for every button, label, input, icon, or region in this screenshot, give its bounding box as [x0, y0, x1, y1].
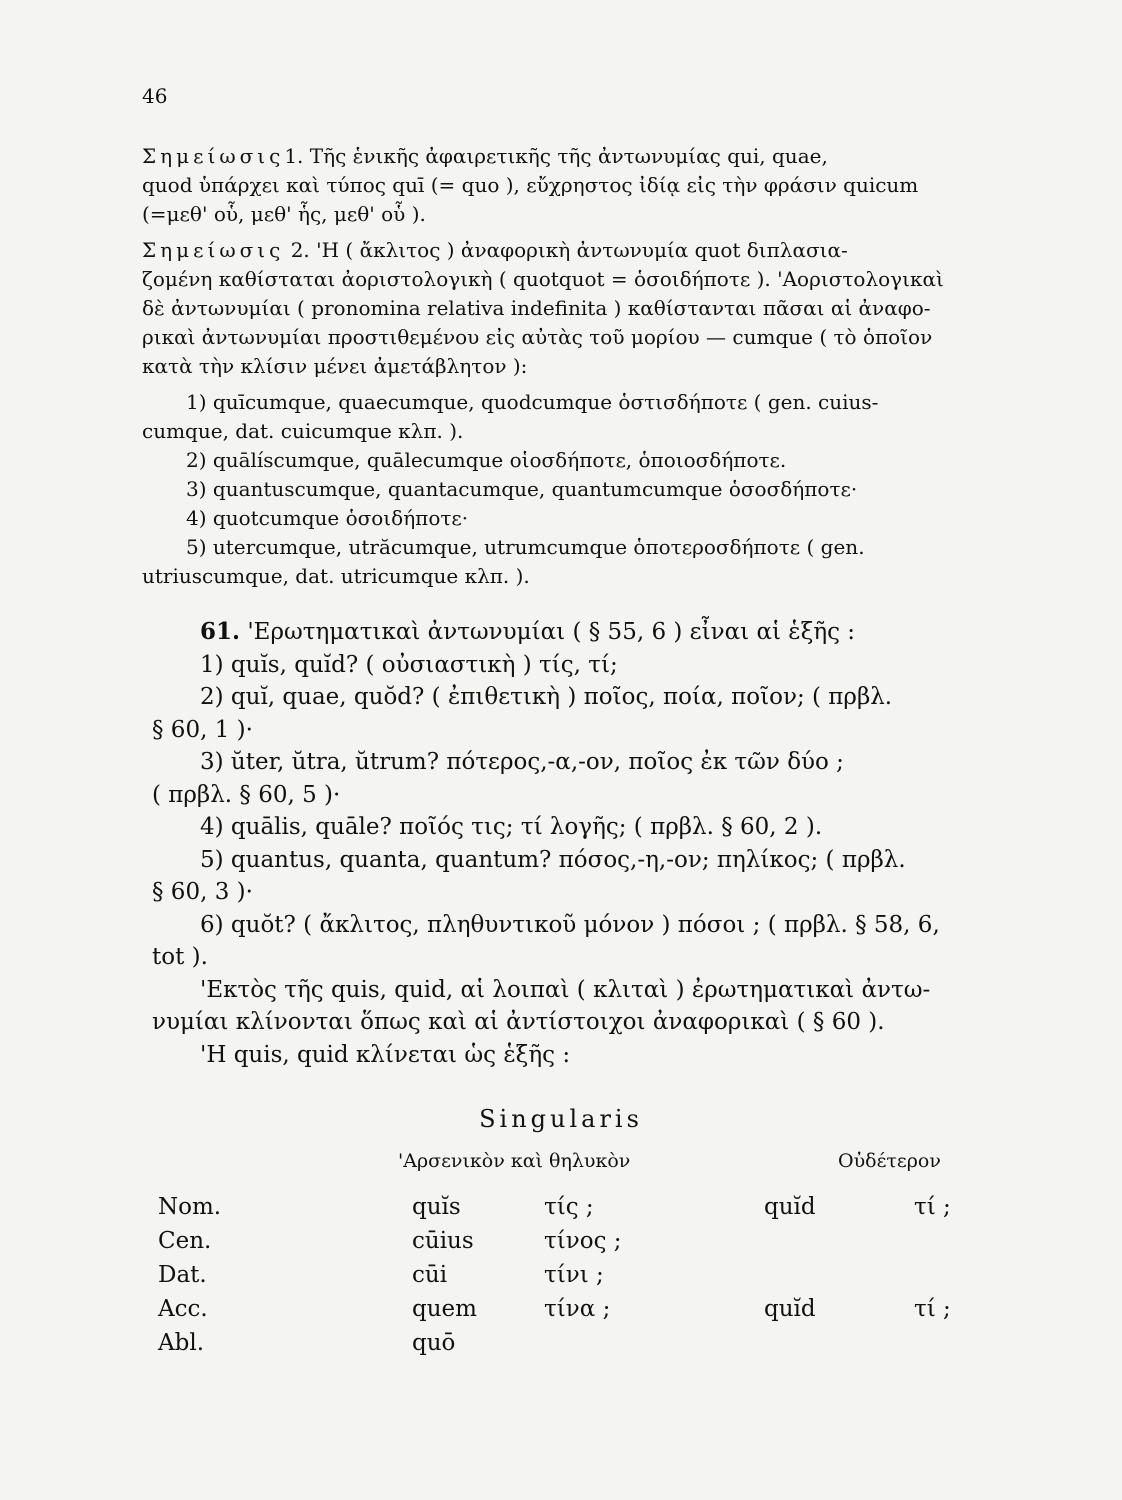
latin-cell: cūius — [412, 1228, 474, 1254]
list-item: 1) quīcumque, quaecumque, quodcumque ὁστισδήποτε ( gen. cuius- — [186, 390, 879, 414]
indefinite-pronoun-list — [142, 388, 1032, 591]
list-item: 3) quantuscumque, quantacumque, quantumcumque ὁσοσδήποτε· — [186, 477, 858, 501]
neuter-latin-cell: quĭd — [764, 1296, 816, 1322]
section-line: 5) quantus, quanta, quantum? πόσος,-η,-ον; πηλίκος; ( πρβλ. — [200, 846, 906, 873]
table-row — [158, 1190, 994, 1224]
section-line: νυμίαι κλίνονται ὅπως καὶ αἱ ἀντίστοιχοι ἀναφορικαὶ ( § 60 ). — [152, 1009, 885, 1035]
latin-cell: quō — [412, 1330, 456, 1356]
greek-cell: τίνι ; — [544, 1262, 604, 1288]
section-line: 1) quĭs, quĭd? ( οὐσιαστικὴ ) τίς, τί; — [200, 651, 618, 678]
note-2-line — [142, 236, 1032, 265]
greek-cell — [544, 1326, 764, 1360]
list-item: 4) quotcumque ὁσοιδήποτε· — [186, 506, 469, 530]
neuter-greek-cell — [914, 1326, 994, 1360]
table-row — [158, 1326, 994, 1360]
note-1-line — [142, 142, 1032, 171]
note-text: 1. Τῆς ἑνικῆς ἀφαιρετικῆς τῆς ἀντωνυμίας qui, quae, — [284, 144, 828, 168]
greek-cell: τίνος ; — [544, 1228, 622, 1254]
note-2-line: ζομένη καθίσταται ἀοριστολογικὴ ( quotquot = ὁσοιδήποτε ). 'Αοριστολογικαὶ — [142, 267, 944, 291]
declension-heading: Singularis — [479, 1105, 643, 1133]
declension-table — [158, 1190, 994, 1360]
neuter-latin-cell — [764, 1224, 914, 1258]
neuter-latin-cell — [764, 1326, 914, 1360]
note-text: 2. 'Η ( ἄκλιτος ) ἀναφορικὴ ἀντωνυμία quot διπλασια- — [290, 238, 848, 262]
neuter-latin-cell: quĭd — [764, 1194, 816, 1220]
table-row — [158, 1258, 994, 1292]
note-1 — [142, 142, 1032, 229]
note-1-line: quod ὑπάρχει καὶ τύπος quī (= quo ), εὔχρηστος ἰδίᾳ εἰς τὴν φράσιν quicum — [142, 173, 919, 197]
page-number: 46 — [142, 84, 168, 108]
greek-cell: τίνα ; — [544, 1296, 611, 1322]
section-line: 'Η quis, quid κλίνεται ὡς ἑξῆς : — [200, 1041, 571, 1068]
neuter-greek-cell: τί ; — [914, 1194, 951, 1220]
section-line: tot ). — [152, 944, 208, 970]
neuter-greek-cell: τί ; — [914, 1296, 951, 1322]
list-item: 5) utercumque, utrăcumque, utrumcumque ὁποτεροσδήποτε ( gen. — [186, 535, 865, 559]
section-number: 61. — [200, 618, 241, 645]
case-cell: Dat. — [158, 1262, 207, 1288]
note-1-line: (=μεθ' οὗ, μεθ' ἧς, μεθ' οὗ ). — [142, 202, 426, 226]
case-cell: Abl. — [158, 1330, 204, 1356]
case-cell: Nom. — [158, 1194, 222, 1220]
section-line: 4) quālis, quāle? ποῖός τις; τί λογῆς; ( πρβλ. § 60, 2 ). — [200, 814, 823, 840]
table-row — [158, 1224, 994, 1258]
case-cell: Acc. — [158, 1296, 208, 1322]
latin-cell: quĭs — [412, 1194, 461, 1220]
neuter-latin-cell — [764, 1258, 914, 1292]
section-line: ( πρβλ. § 60, 5 )· — [152, 781, 341, 808]
section-line: 6) quŏt? ( ἄκλιτος, πληθυντικοῦ μόνον ) πόσοι ; ( πρβλ. § 58, 6, — [200, 911, 940, 938]
note-label: Σημείωσις — [142, 238, 285, 262]
greek-cell: τίς ; — [544, 1194, 594, 1220]
list-item-continuation: utriuscumque, dat. utricumque κλπ. ). — [142, 564, 530, 588]
latin-cell: quem — [412, 1296, 477, 1322]
note-label: Σημείωσις — [142, 144, 285, 168]
list-item-continuation: cumque, dat. cuicumque κλπ. ). — [142, 419, 464, 443]
column-heading-neuter: Οὐδέτερον — [838, 1150, 941, 1172]
section-line: § 60, 1 )· — [152, 716, 253, 743]
neuter-greek-cell — [914, 1258, 994, 1292]
note-2 — [142, 236, 1032, 381]
table-row — [158, 1292, 994, 1326]
section-61 — [152, 616, 1042, 1071]
list-item: 2) quālíscumque, quālecumque οἱοσδήποτε, ὁποιοσδήποτε. — [186, 448, 787, 472]
section-line: 'Εκτὸς τῆς quis, quid, αἱ λοιπαὶ ( κλιταὶ ) ἐρωτηματικαὶ ἀντω- — [200, 976, 931, 1003]
column-heading-masc-fem: 'Αρσενικὸν καὶ θηλυκὸν — [398, 1150, 631, 1172]
section-title: 'Ερωτηματικαὶ ἀντωνυμίαι ( § 55, 6 ) εἶναι αἱ ἑξῆς : — [240, 619, 856, 645]
section-line: 2) quĭ, quae, quŏd? ( ἐπιθετικὴ ) ποῖος, ποία, ποῖον; ( πρβλ. — [200, 684, 893, 710]
case-cell: Cen. — [158, 1228, 212, 1254]
note-2-line: ρικαὶ ἀντωνυμίαι προστιθεμένου εἰς αὐτὰς τοῦ μορίου — cumque ( τὸ ὁποῖον — [142, 325, 933, 349]
latin-cell: cūi — [412, 1262, 448, 1288]
section-line: 3) ŭter, ŭtra, ŭtrum? πότερος,-α,-ον, ποῖος ἐκ τῶν δύο ; — [200, 749, 844, 775]
section-line: § 60, 3 )· — [152, 879, 253, 905]
neuter-greek-cell — [914, 1224, 994, 1258]
section-heading-line — [152, 616, 1042, 649]
note-2-line: κατὰ τὴν κλίσιν μένει ἀμετάβλητον ): — [142, 354, 528, 378]
note-2-line: δὲ ἀντωνυμίαι ( pronomina relativa indefinita ) καθίστανται πᾶσαι αἱ ἀναφο- — [142, 296, 931, 320]
